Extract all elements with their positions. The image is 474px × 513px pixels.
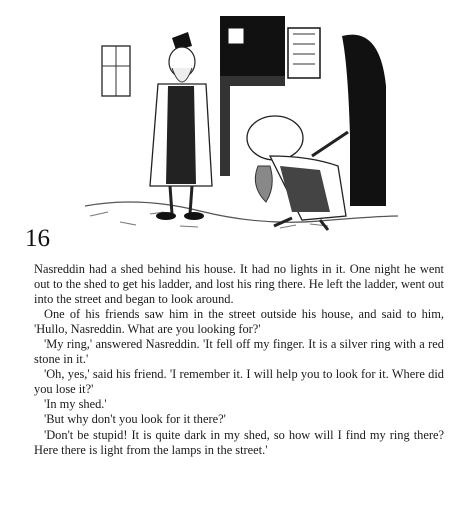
story-text bbox=[34, 262, 444, 458]
illustration-drawing bbox=[80, 6, 398, 238]
paragraph: 'Don't be stupid! It is quite dark in my shed, so how will I find my ring there? Here there is light from the lamps in the street.' bbox=[34, 427, 444, 457]
paragraph: 'My ring,' answered Nasreddin. 'It fell off my finger. It is a silver ring with a red stone in it.' bbox=[34, 337, 444, 367]
paragraph: 'In my shed.' bbox=[44, 397, 107, 412]
paragraph: One of his friends saw him in the street outside his house, and said to him, 'Hullo, Nasreddin. What are you looking for?' bbox=[34, 307, 444, 337]
paragraph: 'Oh, yes,' said his friend. 'I remember it. I will help you to look for it. Where did you lose it?' bbox=[34, 367, 444, 397]
paragraph: Nasreddin had a shed behind his house. It had no lights in it. One night he went out to the shed to get his ladder, and lost his ring there. He left the ladder, went out into the street and began to look around. bbox=[34, 262, 444, 307]
paragraph: 'But why don't you look for it there?' bbox=[44, 412, 226, 427]
story-illustration bbox=[80, 6, 398, 238]
story-number: 16 bbox=[25, 225, 50, 252]
